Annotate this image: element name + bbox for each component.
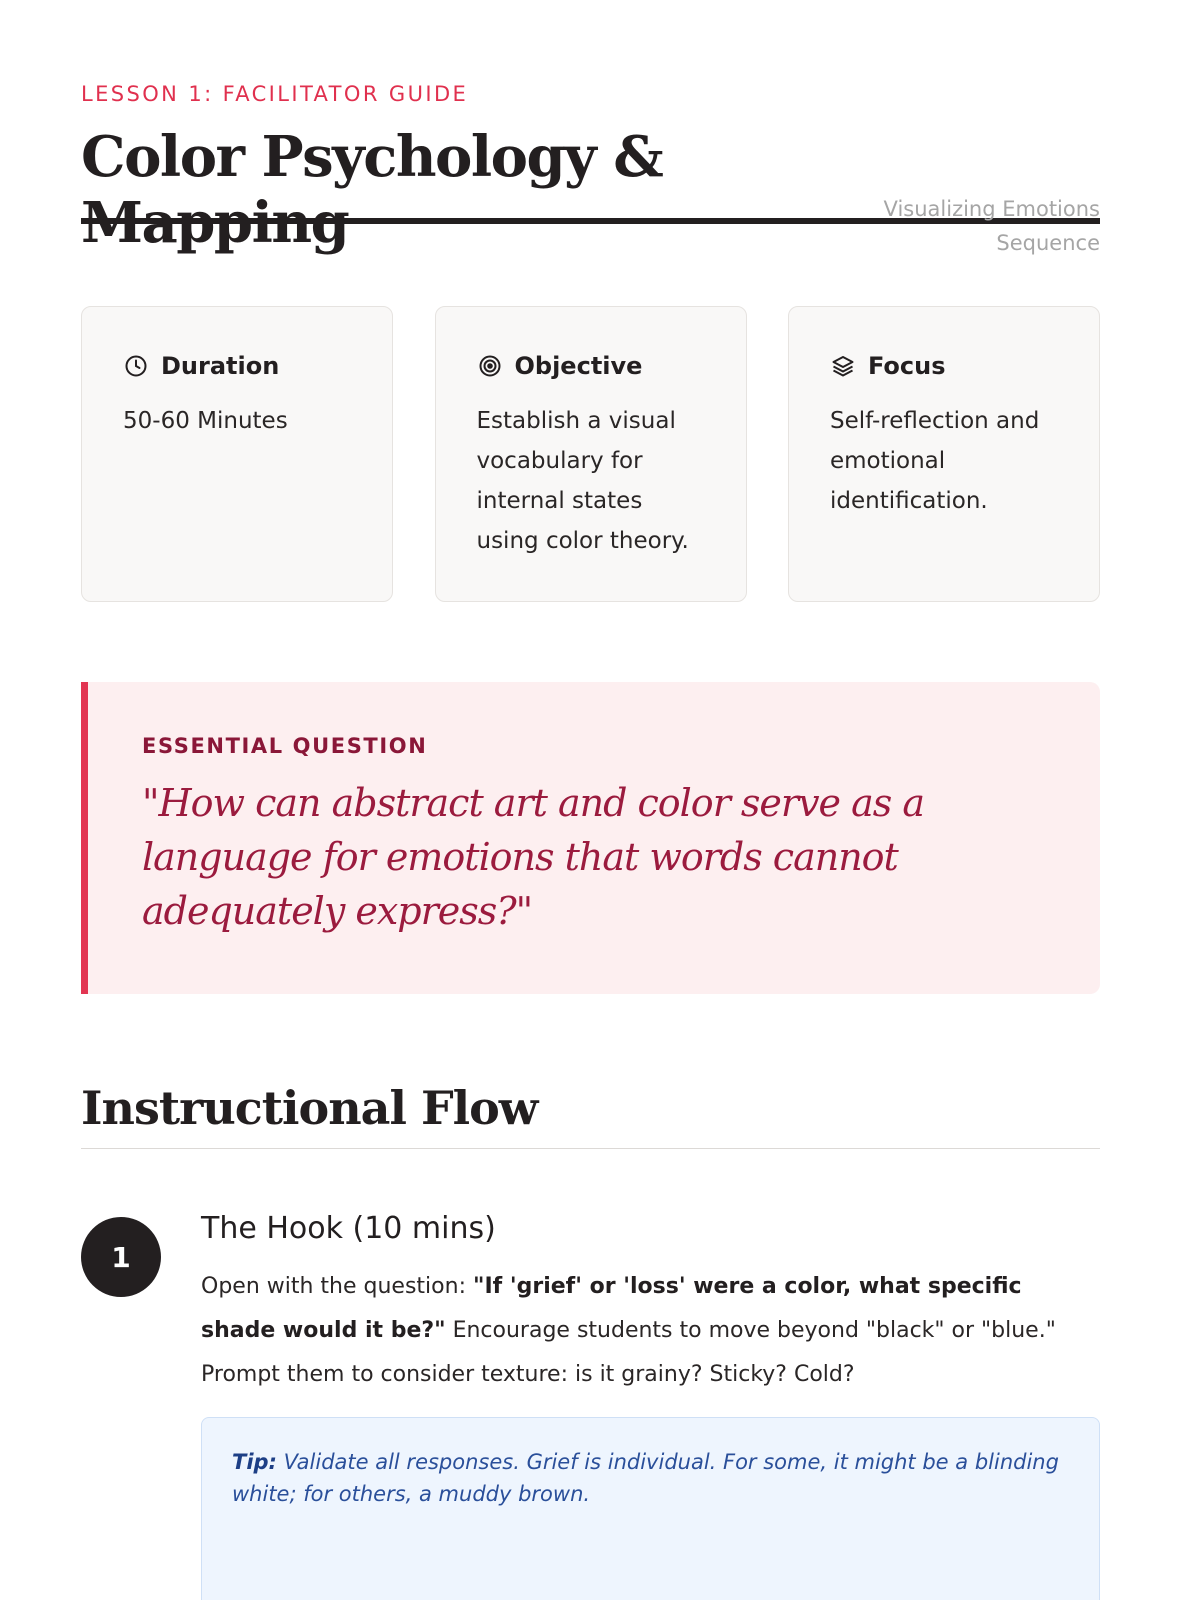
card-objective bbox=[435, 306, 747, 602]
step-text-rest: Encourage students to move beyond "black" or "blue." Prompt them to consider texture: is it grainy? Sticky? Cold? bbox=[201, 1318, 1056, 1387]
card-title: Duration bbox=[161, 352, 280, 380]
step-description bbox=[201, 1265, 1100, 1397]
lesson-overview-cards bbox=[81, 306, 1100, 602]
layers-icon bbox=[830, 353, 856, 379]
lesson-eyebrow: LESSON 1: FACILITATOR GUIDE bbox=[81, 82, 469, 106]
card-header bbox=[477, 351, 706, 381]
card-header bbox=[123, 351, 352, 381]
essential-question-label: ESSENTIAL QUESTION bbox=[142, 734, 428, 758]
card-body: 50-60 Minutes bbox=[123, 408, 288, 434]
page-header bbox=[81, 0, 1100, 256]
card-header bbox=[830, 351, 1059, 381]
card-focus bbox=[788, 306, 1100, 602]
tip-label: Tip: bbox=[232, 1450, 277, 1474]
card-body: Self-reflection and emotional identification. bbox=[830, 408, 1040, 514]
target-icon bbox=[477, 353, 503, 379]
card-body: Establish a visual vocabulary for internal states using color theory. bbox=[476, 408, 689, 554]
essential-question-text: "How can abstract art and color serve as a language for emotions that words cannot adequately express?" bbox=[142, 781, 925, 933]
step-1 bbox=[81, 1209, 1100, 1600]
clock-icon bbox=[123, 353, 149, 379]
step-text-question: "If 'grief' or 'loss' were a color, what specific shade would it be?" bbox=[201, 1274, 1022, 1343]
essential-question-callout bbox=[81, 682, 1100, 994]
card-title: Objective bbox=[514, 352, 643, 380]
card-duration bbox=[81, 306, 393, 602]
step-title: The Hook (10 mins) bbox=[201, 1211, 496, 1246]
card-title: Focus bbox=[868, 352, 946, 380]
section-title-instructional-flow: Instructional Flow bbox=[81, 1078, 1100, 1149]
step-number-badge: 1 bbox=[81, 1217, 161, 1297]
tip-text: Validate all responses. Grief is individual. For some, it might be a blinding white; for others, a muddy brown. bbox=[232, 1450, 1059, 1506]
facilitator-tip bbox=[201, 1417, 1100, 1600]
page-title: Color Psychology & Mapping bbox=[81, 124, 663, 256]
step-text-intro: Open with the question: bbox=[201, 1274, 473, 1299]
sequence-subtitle: Visualizing Emotions Sequence bbox=[883, 197, 1100, 255]
